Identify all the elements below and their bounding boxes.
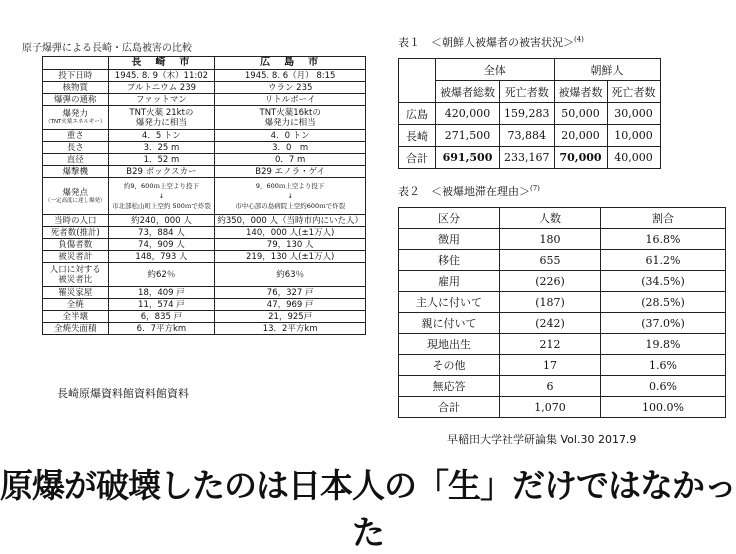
cell-nagasaki — [108, 130, 215, 142]
table-row — [399, 125, 661, 147]
cell-nagasaki — [108, 227, 215, 239]
cell-line: 1945. 8. 9（木）11:02 — [114, 70, 209, 81]
cell-line: 約240，000 人 — [131, 215, 192, 226]
cell: (226) — [500, 271, 601, 292]
cell: (34.5%) — [601, 271, 726, 292]
cell-line: 1945. 8. 6（月） 8:15 — [244, 70, 336, 81]
row-label-text: 人口に対する — [49, 264, 101, 275]
table2-header: 区分 — [399, 208, 500, 229]
row-label — [43, 263, 109, 287]
cell-line: リトルボーイ — [264, 94, 316, 105]
cell: 40,000 — [607, 147, 660, 169]
table2 — [398, 207, 726, 418]
cell: 無応答 — [399, 376, 500, 397]
table2-title-text: 表２ ＜被爆地滞在理由＞ — [398, 185, 530, 198]
cell: 70,000 — [554, 147, 607, 169]
table-row — [399, 355, 726, 376]
cell-line: 市北部松山町上空約 500ｍで炸裂 — [111, 202, 211, 210]
table-row — [43, 263, 366, 287]
table-row — [399, 292, 726, 313]
cell-line: ↓ — [158, 192, 165, 200]
table-row — [43, 323, 366, 335]
cell: (187) — [500, 292, 601, 313]
headline: 原爆が破壊したのは日本人の「生」だけではなかった — [0, 466, 736, 552]
table1-corner — [399, 59, 436, 103]
cell-hiroshima — [215, 94, 366, 106]
cell-line: 市中心部の島病院上空約600ｍで炸裂 — [235, 202, 346, 210]
cell-line: 約9，600ｍ上空より投下 — [123, 182, 199, 190]
table2-title — [398, 183, 540, 199]
row-label — [43, 239, 109, 251]
table-row — [399, 313, 726, 334]
cell-line: 18，409 戸 — [138, 287, 185, 298]
cell: 212 — [500, 334, 601, 355]
cell-line: 13．2平方km — [262, 323, 318, 334]
row-label-text: 長さ — [66, 142, 84, 153]
cell-nagasaki — [108, 239, 215, 251]
cell-line: 約350，000 人（当時市内にいた人） — [217, 215, 363, 226]
row-label-text: 死者数(推計) — [50, 227, 100, 238]
journal-citation: 早稲田大学社学研論集 Vol.30 2017.9 — [447, 433, 637, 446]
table-row — [43, 215, 366, 227]
cell-hiroshima — [215, 166, 366, 178]
table1-group-all: 全体 — [436, 59, 555, 81]
cell-line: 4．0 トン — [270, 130, 310, 141]
cell-line: 1．52 m — [143, 154, 180, 165]
cell: 雇用 — [399, 271, 500, 292]
row-label — [43, 227, 109, 239]
cell-hiroshima — [215, 239, 366, 251]
cell-hiroshima — [215, 251, 366, 263]
cell-nagasaki — [108, 287, 215, 299]
cell: (242) — [500, 313, 601, 334]
table1-title — [398, 34, 584, 50]
row-label — [43, 166, 109, 178]
table-row — [43, 142, 366, 154]
table-row — [43, 178, 366, 215]
cell-nagasaki — [108, 311, 215, 323]
row-label — [43, 142, 109, 154]
cell-line: 約63％ — [276, 269, 305, 280]
cell-hiroshima — [215, 142, 366, 154]
row-label — [43, 154, 109, 166]
table-row — [399, 271, 726, 292]
row-label: 長崎 — [399, 125, 436, 147]
cell-line: ファットマン — [136, 94, 187, 105]
cell: 691,500 — [436, 147, 500, 169]
cell-line: 0．7 m — [275, 154, 306, 165]
row-label — [43, 311, 109, 323]
cell: 1.6% — [601, 355, 726, 376]
cell-line: 6．7平方km — [136, 323, 187, 334]
cell: 19.8% — [601, 334, 726, 355]
cell-line: 約62％ — [147, 269, 176, 280]
table-row — [43, 82, 366, 94]
cell: 6 — [500, 376, 601, 397]
table1-body — [399, 103, 661, 169]
cell-line: 21，925戸 — [268, 311, 313, 322]
cell-hiroshima — [215, 215, 366, 227]
cell-line: ウラン 235 — [267, 82, 313, 93]
row-label-text: 核物質 — [62, 82, 89, 93]
cell: 現地出生 — [399, 334, 500, 355]
cell: 233,167 — [500, 147, 555, 169]
table2-note: (7) — [530, 184, 540, 193]
cell: 徴用 — [399, 229, 500, 250]
table1-note: (4) — [574, 35, 584, 44]
comparison-table — [42, 56, 366, 335]
cell-line: 219，130 人(±1万人) — [246, 251, 335, 262]
cell-nagasaki — [108, 154, 215, 166]
cell-nagasaki — [108, 70, 215, 82]
cell-nagasaki — [108, 323, 215, 335]
cell-line: 76，327 戸 — [266, 287, 314, 298]
cell-line: 148，793 人 — [135, 251, 188, 262]
table2-header-row — [399, 208, 726, 229]
comparison-title: 原子爆弾による長崎・広島被害の比較 — [22, 43, 192, 54]
table2-body — [399, 229, 726, 418]
cell-hiroshima — [215, 130, 366, 142]
cell-line: 3．0 m — [272, 142, 309, 153]
table-row — [399, 334, 726, 355]
row-label-text: 被災者計 — [58, 251, 93, 262]
cell: 420,000 — [436, 103, 500, 125]
table1-group-korean: 朝鮮人 — [554, 59, 660, 81]
cell: 10,000 — [607, 125, 660, 147]
row-label — [43, 94, 109, 106]
cell-nagasaki — [108, 94, 215, 106]
row-label — [43, 215, 109, 227]
cell: その他 — [399, 355, 500, 376]
cell-line: ↓ — [287, 192, 293, 200]
table-row — [399, 147, 661, 169]
table-row — [43, 154, 366, 166]
cell-nagasaki — [108, 106, 215, 130]
cell-line: B29 ボックスカー — [126, 166, 197, 177]
row-label-text: 負傷者数 — [58, 239, 93, 250]
cell-nagasaki — [108, 251, 215, 263]
row-label-text: 全半壊 — [62, 311, 89, 322]
header-nagasaki: 長 崎 市 — [108, 57, 215, 70]
cell: 180 — [500, 229, 601, 250]
row-label: 広島 — [399, 103, 436, 125]
cell: 20,000 — [554, 125, 607, 147]
table2-header: 人数 — [500, 208, 601, 229]
cell-line: 47，969 戸 — [266, 299, 314, 310]
cell-line: 140，000 人(±1万人) — [246, 227, 335, 238]
cell: 655 — [500, 250, 601, 271]
row-label — [43, 299, 109, 311]
table-row — [43, 106, 366, 130]
table1-col-header: 死亡者数 — [500, 81, 555, 103]
cell: 17 — [500, 355, 601, 376]
cell-line: TNT火薬 21ktの — [129, 107, 194, 118]
cell-line: 73，884 人 — [138, 227, 185, 238]
table2-header: 割合 — [601, 208, 726, 229]
row-label-text: 爆撃機 — [62, 166, 89, 177]
table-row — [43, 130, 366, 142]
cell-line: B29 エノラ・ゲイ — [255, 166, 326, 177]
cell: (37.0%) — [601, 313, 726, 334]
table1 — [398, 58, 661, 169]
table1-col-row — [399, 81, 661, 103]
cell-line: 79，130 人 — [266, 239, 314, 250]
row-label — [43, 130, 109, 142]
row-label-text: 被災者比 — [58, 274, 93, 285]
cell-nagasaki — [108, 215, 215, 227]
row-label-text: 投下日時 — [58, 70, 93, 81]
cell-line: 爆発力に相当 — [135, 117, 187, 128]
cell: 0.6% — [601, 376, 726, 397]
table1-col-header: 被爆者総数 — [436, 81, 500, 103]
row-label — [43, 323, 109, 335]
comparison-source: 長崎原爆資料館資料館資料 — [57, 387, 189, 400]
cell: 30,000 — [607, 103, 660, 125]
cell-nagasaki — [108, 82, 215, 94]
row-label-text: 爆発力 — [62, 109, 89, 119]
cell-hiroshima — [215, 299, 366, 311]
comparison-header-row — [43, 57, 366, 70]
table-row — [43, 251, 366, 263]
cell-nagasaki — [108, 166, 215, 178]
cell-nagasaki — [108, 178, 215, 215]
comparison-body — [43, 70, 366, 335]
cell-line: 3．25 m — [143, 142, 180, 153]
cell: 合計 — [399, 397, 500, 418]
cell-hiroshima — [215, 287, 366, 299]
cell-line: 11，574 戸 — [138, 299, 185, 310]
row-label — [43, 70, 109, 82]
cell: 1,070 — [500, 397, 601, 418]
row-label — [43, 251, 109, 263]
table-row — [43, 227, 366, 239]
cell-line: TNT火薬16ktの — [259, 107, 321, 118]
cell: 16.8% — [601, 229, 726, 250]
cell-hiroshima — [215, 178, 366, 215]
table-row — [399, 376, 726, 397]
table-row — [43, 311, 366, 323]
cell-line: 4．5 トン — [141, 130, 181, 141]
row-label-text: 罹災家屋 — [58, 287, 93, 298]
cell-nagasaki — [108, 263, 215, 287]
cell-hiroshima — [215, 70, 366, 82]
table-row — [399, 229, 726, 250]
cell-hiroshima — [215, 154, 366, 166]
cell: 主人に付いて — [399, 292, 500, 313]
cell-hiroshima — [215, 227, 366, 239]
row-label-text: 直径 — [66, 154, 84, 165]
cell-nagasaki — [108, 142, 215, 154]
row-label: 合計 — [399, 147, 436, 169]
cell-line: 74，909 人 — [138, 239, 185, 250]
table-row — [43, 70, 366, 82]
table-row — [399, 397, 726, 418]
row-label-sub: （TNT火薬エネルギー） — [45, 119, 106, 125]
cell: 移住 — [399, 250, 500, 271]
cell-line: 爆発力に相当 — [264, 117, 316, 128]
cell-line: 9，600ｍ上空より投下 — [255, 182, 325, 190]
cell-nagasaki — [108, 299, 215, 311]
header-blank — [43, 57, 109, 70]
table-row — [43, 94, 366, 106]
table1-col-header: 被爆者数 — [554, 81, 607, 103]
cell-hiroshima — [215, 82, 366, 94]
table-row — [43, 299, 366, 311]
cell: 50,000 — [554, 103, 607, 125]
table-row — [43, 287, 366, 299]
table-row — [43, 239, 366, 251]
table1-col-header: 死亡者数 — [607, 81, 660, 103]
cell: (28.5%) — [601, 292, 726, 313]
cell-line: プルトニウム 239 — [126, 82, 197, 93]
cell: 73,884 — [500, 125, 555, 147]
cell: 271,500 — [436, 125, 500, 147]
row-label-text: 爆発点 — [62, 187, 89, 198]
row-label-text: 当時の人口 — [54, 215, 97, 226]
header-hiroshima: 広 島 市 — [215, 57, 366, 70]
cell: 61.2% — [601, 250, 726, 271]
cell-hiroshima — [215, 263, 366, 287]
row-label-text: 全焼失面積 — [54, 323, 97, 334]
row-label-text: 爆弾の通称 — [54, 94, 97, 105]
cell: 100.0% — [601, 397, 726, 418]
row-label — [43, 106, 109, 130]
table1-title-text: 表１ ＜朝鮮人被爆者の被害状況＞ — [398, 36, 574, 49]
cell: 親に付いて — [399, 313, 500, 334]
table-row — [399, 103, 661, 125]
cell-hiroshima — [215, 106, 366, 130]
row-label-text: 全焼 — [66, 299, 84, 310]
cell-hiroshima — [215, 323, 366, 335]
cell-hiroshima — [215, 311, 366, 323]
table-row — [399, 250, 726, 271]
cell: 159,283 — [500, 103, 555, 125]
row-label — [43, 287, 109, 299]
row-label-sub: （一定高度に達し爆発） — [45, 197, 106, 204]
table1-group-row — [399, 59, 661, 81]
table-row — [43, 166, 366, 178]
row-label — [43, 82, 109, 94]
row-label — [43, 178, 109, 215]
cell-line: 6，835 戸 — [140, 311, 183, 322]
row-label-text: 重さ — [66, 130, 84, 141]
